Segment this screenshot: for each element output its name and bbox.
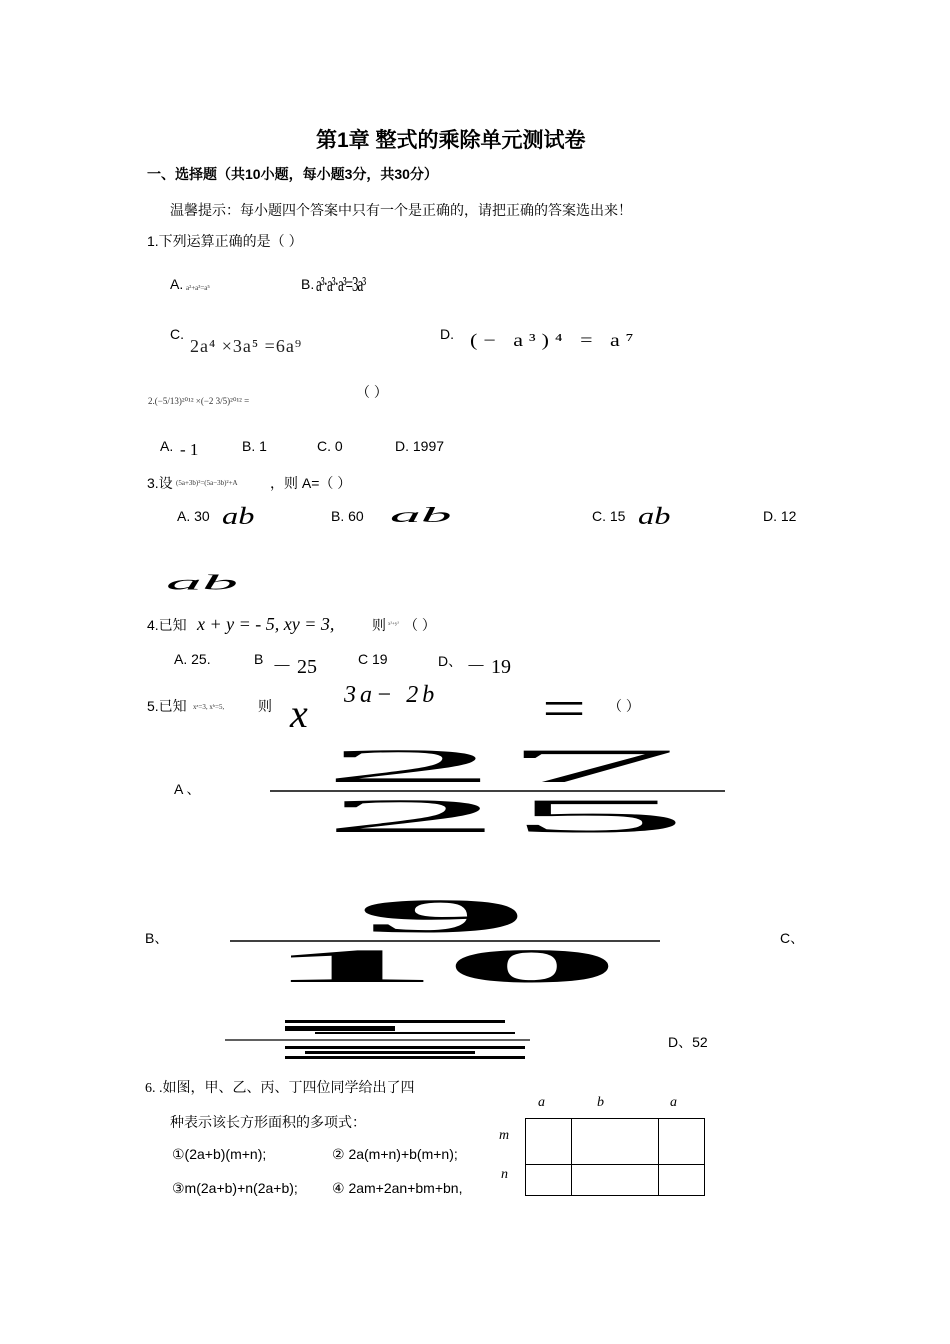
section-heading: 一、选择题（共10小题，每小题3分，共30分）: [147, 166, 438, 182]
q3-stem-expr: (5a+3b)²=(5a−3b)²+A: [176, 479, 238, 487]
q5-option-b-denominator: 10: [262, 940, 622, 988]
q4-option-d-value: － 19: [466, 656, 511, 678]
figure-label-a-left: a: [538, 1095, 545, 1110]
q1-option-d-label: D.: [440, 326, 454, 342]
q5-power-exponent: 3a− 2b: [344, 682, 439, 708]
q1-option-a-expr: a²+a³=a⁵: [186, 284, 210, 292]
q1-option-c-expr: 2a⁴ ×3a⁵ =6a⁹: [190, 336, 303, 356]
q5-stem-small: xᵃ=3, xᵇ=5,: [193, 703, 225, 711]
q2-paren: （ ）: [356, 384, 388, 400]
q5-option-a-numerator: 27: [320, 746, 680, 793]
figure-label-m: m: [499, 1128, 510, 1143]
q4-stem-suffix: 则: [372, 617, 386, 633]
q5-option-b-numerator: 9: [355, 896, 530, 943]
figure-label-n: n: [501, 1167, 508, 1182]
q5-option-c-fraction-artifact: [225, 1018, 535, 1062]
q3-option-c-ab: ab: [638, 504, 671, 530]
q2-option-c: C. 0: [317, 438, 343, 454]
q3-option-a-ab: ab: [222, 504, 255, 530]
q4-option-c: C 19: [358, 651, 388, 667]
q5-power-base: x: [290, 691, 308, 736]
q5-option-b-label: B、: [145, 930, 169, 946]
q5-option-d: D、52: [668, 1034, 708, 1050]
q2-option-d: D. 1997: [395, 438, 445, 454]
q6-option-2: ② 2a(m+n)+b(m+n);: [332, 1146, 458, 1162]
hint-text: 温馨提示：每小题四个答案中只有一个是正确的，请把正确的答案选出来！: [170, 204, 632, 219]
q5-stem-suffix: 则: [258, 698, 272, 714]
q6-option-1: ①(2a+b)(m+n);: [172, 1146, 267, 1162]
figure-label-a-right: a: [670, 1095, 677, 1110]
q6-stem-line1: 6. .如图，甲、乙、丙、丁四位同学给出了四: [145, 1081, 415, 1096]
q4-option-d-label: D、: [438, 653, 463, 669]
q6-option-4: ④ 2am+2an+bm+bn,: [332, 1180, 463, 1196]
q3-stem-prefix: 3.设: [147, 475, 173, 491]
page-title: 第1章 整式的乘除单元测试卷: [316, 129, 586, 152]
q2-stem-expr: 2.(−5/13)²⁰¹² ×(−2 3/5)²⁰¹² =: [148, 396, 250, 406]
q6-stem-line2: 种表示该长方形面积的多项式：: [170, 1116, 366, 1131]
q4-stem-small: x²+y²: [388, 622, 399, 627]
q4-option-b-value: － 25: [272, 656, 317, 678]
q3-option-c-label: C. 15: [592, 508, 626, 524]
q4-stem-prefix: 4.已知: [147, 617, 187, 633]
q5-option-a-fraction: [270, 746, 730, 842]
q5-option-a-denominator: 25: [320, 790, 690, 842]
q1-option-b-label: B.: [301, 276, 315, 292]
q6-option-3: ③m(2a+b)+n(2a+b);: [172, 1180, 298, 1196]
figure-grid: [525, 1118, 706, 1198]
q3-option-a-label: A. 30: [177, 508, 210, 524]
q5-stem-prefix: 5.已知: [147, 698, 187, 714]
q3-option-d-label: D. 12: [763, 508, 797, 524]
q1-option-c-label: C.: [170, 326, 184, 342]
q5-option-c-label: C、: [780, 930, 805, 946]
q4-option-a: A. 25.: [174, 651, 211, 667]
q1-option-b-expr: a³·a³·a³=3a³: [316, 272, 366, 296]
q3-option-b-ab: ab: [390, 504, 452, 528]
q6-rectangle-figure: [490, 1090, 720, 1210]
q4-stem-expr: x + y = - 5, xy = 3,: [197, 614, 335, 634]
q5-equals: =: [542, 681, 586, 738]
q1-stem: 1.下列运算正确的是（ ）: [147, 233, 303, 249]
figure-label-b: b: [597, 1095, 604, 1110]
q3-option-b-label: B. 60: [331, 508, 364, 524]
q5-option-a-label: A 、: [174, 781, 201, 797]
q1-option-d-expr: (− a³)⁴ = a⁷: [470, 330, 640, 350]
q2-option-a-label: A.: [160, 438, 174, 454]
q3-option-d-ab: ab: [166, 571, 238, 595]
q2-option-b: B. 1: [242, 438, 267, 454]
q5-paren: （ ）: [608, 698, 640, 714]
q3-stem-suffix: ，则 A=（ ）: [270, 475, 352, 491]
q2-option-a-value: - 1: [180, 440, 199, 459]
q5-option-b-fraction: [230, 896, 670, 988]
q1-option-a-label: A.: [170, 276, 184, 292]
q4-paren: （ ）: [404, 617, 436, 633]
q4-option-b-label: B: [254, 651, 264, 667]
